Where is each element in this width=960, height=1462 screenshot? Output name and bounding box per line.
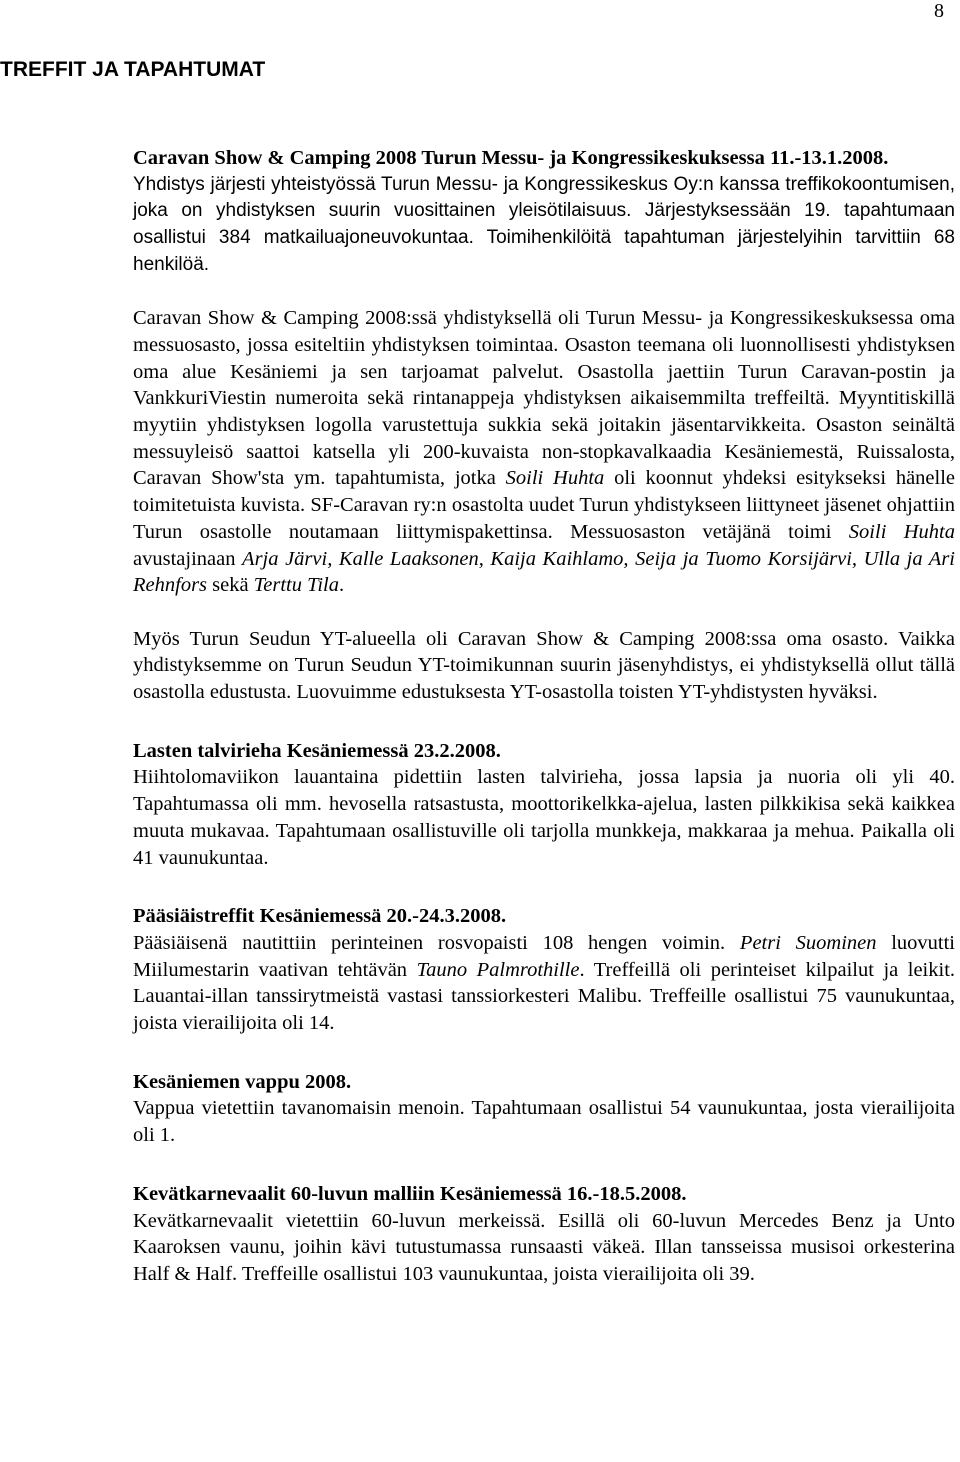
exhibition-text-e: .	[339, 574, 345, 597]
person-name: Petri Suominen	[739, 931, 877, 954]
paasiaistreffit-heading: Pääsiäistreffit Kesäniemessä 20.-24.3.2008.	[133, 905, 507, 928]
vappu-heading: Kesäniemen vappu 2008.	[133, 1070, 352, 1093]
talvirieha-heading: Lasten talvirieha Kesäniemessä 23.2.2008.	[133, 739, 501, 762]
kevatkarnevaalit-heading: Kevätkarnevaalit 60-luvun malliin Kesäniemessä 16.-18.5.2008.	[133, 1182, 687, 1205]
document-body	[133, 145, 955, 1288]
paasiaistreffit-text	[133, 930, 955, 1037]
section-title: TREFFIT JA TAPAHTUMAT	[0, 58, 266, 81]
exhibition-text-c: avustajinaan	[133, 547, 243, 570]
exhibition-text-a: Caravan Show & Camping 2008:ssä yhdistyksellä oli Turun Messu- ja Kongressikeskuksessa oma messuosasto, jossa esiteltiin yhdistyksen toimintaa. Osaston teemana oli luonnollisesti yhdistyksen oma alue Kesäniemi ja sen tarjoamat palvelut. Osastolla jaettiin Turun Caravan-postin ja VankkuriViestin numeroita sekä rintanappeja yhdistyksen aikaisemmilta treffeiltä. Myyntitiskillä myytiin yhdistyksen logolla varustettuja sukkia sekä joitakin jäsentarvikkeita. Osaston seinältä messuyleisö saattoi katsella yli 200-kuvaista non-stopkavalkaadia Kesäniemestä, Ruissalosta, Caravan Show'sta ym. tapahtumista, jotka	[133, 307, 955, 490]
person-name: Tauno Palmrothille	[416, 958, 580, 981]
talvirieha-text: Hiihtolomaviikon lauantaina pidettiin lasten talvirieha, jossa lapsia ja nuoria oli yli 40. Tapahtumassa oli mm. hevosella ratsastusta, moottorikelkka-ajelua, lasten pilkkikisa sekä kaikkea muuta mukavaa. Tapahtumaan osallistuville oli tarjolla munkkeja, makkaraa ja mehua. Paikalla oli 41 vaunukuntaa.	[133, 766, 955, 869]
paasiainen-text-a: Pääsiäisenä nautittiin perinteinen rosvopaisti 108 hengen voimin.	[133, 931, 740, 954]
caravan-show-heading: Caravan Show & Camping 2008 Turun Messu- ja Kongressikeskuksessa 11.-13.1.2008.	[133, 147, 889, 169]
paasiainen-text-b: luovutti Miilumestarin vaativan tehtävän	[133, 931, 955, 981]
exhibition-text-d: sekä	[207, 574, 254, 597]
person-name: Terttu Tila	[253, 574, 339, 597]
caravan-show-intro: Yhdistys järjesti yhteistyössä Turun Messu- ja Kongressikeskus Oy:n kanssa treffikokoontumisen, joka on yhdistyksen suurin vuosittainen yleisötilaisuus. Järjestyksessään 19. tapahtumaan osallistui 384 matkailuajoneuvokuntaa. Toimihenkilöitä tapahtuman järjestelyihin tarvittiin 68 henkilöä.	[133, 173, 955, 275]
yt-area-paragraph: Myös Turun Seudun YT-alueella oli Caravan Show & Camping 2008:ssa oma osasto. Vaikka yhdistyksemme on Turun Seudun YT-toimikunnan suurin jäsenyhdistys, ei yhdistyksellä ollut tällä osastolla edustusta. Luovuimme edustuksesta YT-osastolla toisten YT-yhdistysten hyväksi.	[133, 627, 955, 704]
caravan-show-exhibition-paragraph	[133, 305, 955, 599]
paasiainen-text-c: . Treffeillä oli perinteiset kilpailut ja leikit. Lauantai-illan tanssirytmeistä vastasi tanssiorkesteri Malibu. Treffeille osallistui 75 vaunukuntaa, joista vierailijoita oli 14.	[133, 958, 956, 1035]
kevatkarnevaalit-text: Kevätkarnevaalit vietettiin 60-luvun merkeissä. Esillä oli 60-luvun Mercedes Benz ja Unto Kaaroksen vaunu, joihin kävi tutustumassa runsaasti väkeä. Illan tansseissa musisoi orkesterina Half & Half. Treffeille osallistui 103 vaunukuntaa, joista vierailijoita oli 39.	[133, 1209, 955, 1285]
assistant-names: Arja Järvi, Kalle Laaksonen, Kaija Kaihlamo, Seija ja Tuomo Korsijärvi, Ulla ja Ari Rehnfors	[133, 547, 955, 597]
vappu-text: Vappua vietettiin tavanomaisin menoin. Tapahtumaan osallistui 54 vaunukuntaa, josta vierailijoita oli 1.	[133, 1097, 955, 1147]
person-name: Soili Huhta	[848, 520, 955, 543]
page-number: 8	[934, 0, 944, 22]
exhibition-text-b: oli koonnut yhdeksi esitykseksi hänelle toimitetuista kuvista. SF-Caravan ry:n osastolta uudet Turun yhdistykseen liittyneet jäsenet ohjattiin Turun osastolle noutamaan liittymispakettinsa. Messuosaston vetäjänä toimi	[133, 467, 956, 543]
person-name: Soili Huhta	[505, 467, 605, 490]
